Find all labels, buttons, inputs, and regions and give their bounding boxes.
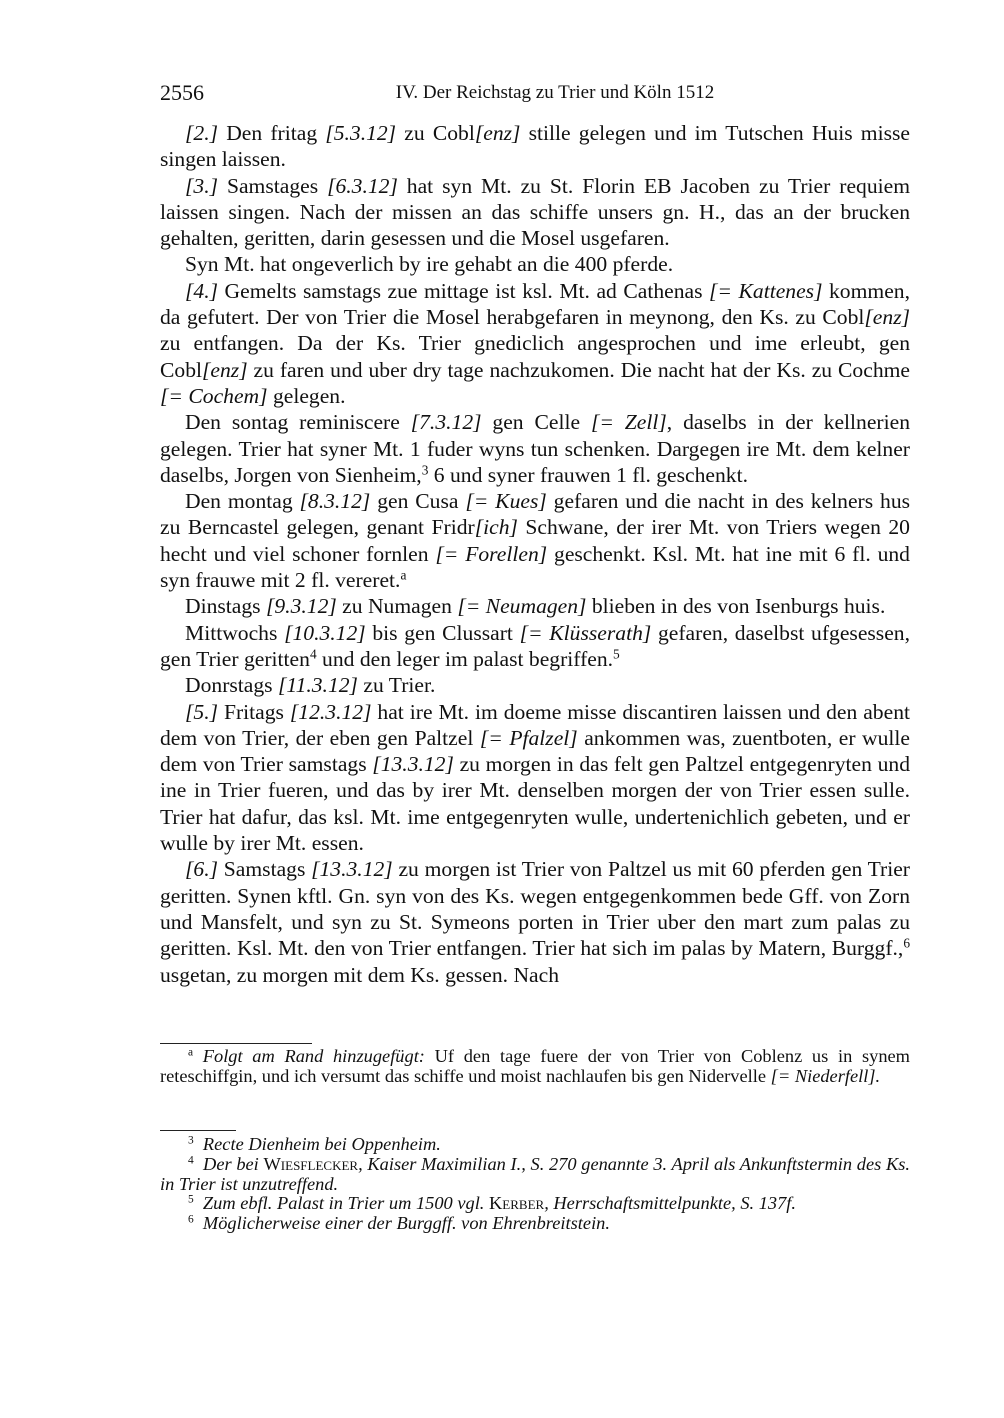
textnote-a xyxy=(160,1047,910,1087)
editorial-gloss: [= Pfalzel] xyxy=(479,725,578,750)
editorial-gloss: [= Kattenes] xyxy=(709,278,823,303)
text-run: zu morgen in das felt gen Paltzel entgegenryten und ine in Trier fueren, und das by irer Mt. denselben morgen der von Trier essen sulle. Trier hat dafur, das ksl. Mt. ime entgegenryten wulle, undertenichlich gebeten, und er wulle by irer Mt. essen. xyxy=(160,752,910,856)
footnote-3 xyxy=(160,1135,910,1155)
editorial-gloss: [= Kues] xyxy=(465,489,547,514)
footnote-5 xyxy=(160,1194,910,1214)
editorial-gloss: [= Cochem] xyxy=(160,383,268,408)
text-run: zu morgen ist Trier von Paltzel us mit 60 pferden gen Trier geritten. Synen kftl. Gn. syn von des Ks. wegen entgegenkommen bede Gff. von Zorn und Mansfelt, und syn zu St. Symeons porten in Trier uber den mart zum palas zu geritten. Ksl. Mt. den von Trier entfangen. Trier hat sich im palas by Matern, Burggf., xyxy=(160,857,910,961)
footnote-rule xyxy=(160,1130,236,1131)
text-run: hat ire Mt. im doeme misse discantiren laissen und den abent dem von Trier, der eben gen Paltzel xyxy=(160,699,910,750)
editorial-gloss: [= Neumagen] xyxy=(457,594,587,619)
running-title: IV. Der Reichstag zu Trier und Köln 1512 xyxy=(395,82,715,103)
date-annotation: [12.3.12] xyxy=(289,699,372,724)
paragraph-5 xyxy=(160,699,910,857)
text-run: Den montag xyxy=(185,489,300,514)
text-run: zu entfangen. Da der Ks. Trier gnediclich angesprochen und ime erleubt, gen Cobl xyxy=(160,331,910,382)
editorial-expansion: [enz] xyxy=(202,357,248,382)
text-run: zu Numagen xyxy=(336,594,458,619)
footnote-4 xyxy=(160,1155,910,1195)
footnote-ref[interactable]: 6 xyxy=(903,935,910,951)
text-run: Den sontag reminiscere xyxy=(185,410,411,435)
text-run: Schwane, der irer Mt. von Triers wegen 20 hecht und viel schoner fornlen xyxy=(160,515,910,566)
text-run: Samstages xyxy=(218,173,328,198)
editorial-expansion: [ich] xyxy=(474,515,518,540)
text-run: hat syn Mt. zu St. Florin EB Jacoben zu Trier requiem laissen singen. Nach der missen an das schiffe unsers gn. H., das an der brucken gehalten, geritten, darin gesessen und die Mosel usgefaren. xyxy=(160,173,910,251)
text-run: gen Celle xyxy=(481,410,591,435)
footnote-ref[interactable]: 3 xyxy=(421,462,429,478)
textnote-lead: Folgt am Rand hinzugefügt: xyxy=(202,1046,425,1066)
footnote-text: , Kaiser Maximilian I., S. 270 genannte 3. April als Ankunftstermin des Ks. in Trier ist unzutreffend. xyxy=(160,1153,910,1194)
text-run: 6 und syner frauwen 1 fl. geschenkt. xyxy=(428,462,749,487)
editorial-expansion: [enz] xyxy=(864,305,910,330)
editorial-gloss: [= Klüsserath] xyxy=(519,620,652,645)
section-marker: [4.] xyxy=(185,278,219,303)
text-run: zu Trier. xyxy=(357,673,436,698)
text-run: kommen, da gefutert. Der von Trier die Mosel herabgefaren in meynong, den Ks. zu Cobl xyxy=(160,278,910,330)
textnote-mark: a xyxy=(188,1046,194,1059)
paragraph-monday xyxy=(160,488,910,593)
footnote-number: 4 xyxy=(188,1154,194,1167)
text-run: , daselbs in der kellnerien gelegen. Trier hat syner Mt. 1 fuder wyns tun schenken. Dargegen ire Mt. dem kelner daselbs, Jorgen von Sienheim, xyxy=(160,410,911,487)
date-annotation: [11.3.12] xyxy=(277,673,358,698)
text-run: Mittwochs xyxy=(185,620,285,645)
date-annotation: [7.3.12] xyxy=(410,410,482,435)
date-annotation: [5.3.12] xyxy=(325,121,397,145)
section-marker: [6.] xyxy=(185,857,219,882)
author-name: Wiesflecker xyxy=(263,1153,359,1174)
date-annotation: [8.3.12] xyxy=(299,489,371,514)
text-run: Gemelts samstags zue mittage ist ksl. Mt. ad Cathenas xyxy=(218,278,710,303)
footnote-text: , Herrschaftsmittelpunkte, S. 137f. xyxy=(544,1193,797,1214)
footnotes xyxy=(160,1135,910,1234)
textnote-text: Uf den tage fuere der von Trier von Coblenz us in synem reteschiffgin, und ich versumt das schiffe und moist nachlaufen bis gen Nidervelle xyxy=(160,1046,910,1086)
text-run: Samstags xyxy=(218,857,312,882)
section-marker: [3.] xyxy=(185,173,219,198)
footnote-text: Zum ebfl. Palast in Trier um 1500 vgl. xyxy=(202,1193,489,1214)
text-run: gefaren und die nacht in des kelners hus zu Berncastel gelegen, genant Fridr xyxy=(160,489,911,540)
section-marker: [5.] xyxy=(185,699,219,724)
footnote-ref[interactable]: 4 xyxy=(309,646,317,662)
text-run: Fritags xyxy=(218,699,290,724)
page-header xyxy=(160,80,910,106)
text-run: gelegen. xyxy=(267,383,346,408)
textnotes xyxy=(160,1047,910,1087)
paragraph-3 xyxy=(160,173,910,252)
editorial-expansion: [enz] xyxy=(474,121,521,145)
date-annotation: [13.3.12] xyxy=(311,857,393,882)
text-run: Den fritag xyxy=(218,121,326,145)
editorial-gloss: [= Forellen] xyxy=(435,541,548,566)
footnote-number: 5 xyxy=(188,1194,194,1207)
date-annotation: [6.3.12] xyxy=(327,173,398,198)
paragraph-4 xyxy=(160,278,910,409)
paragraph-sunday xyxy=(160,409,910,488)
paragraph-horses xyxy=(160,251,910,277)
textnote-gloss: [= Niederfell]. xyxy=(770,1065,881,1086)
paragraph-thursday xyxy=(160,672,910,698)
footnote-text: Recte Dienheim bei Oppenheim. xyxy=(202,1134,441,1154)
text-run: bis gen Clussart xyxy=(365,620,520,645)
text-run: geschenkt. Ksl. Mt. hat ine mit 6 fl. und syn frauwe mit 2 fl. vereret. xyxy=(160,541,910,593)
text-run: zu Cobl xyxy=(396,121,475,145)
paragraph-tuesday xyxy=(160,593,910,619)
main-text xyxy=(160,120,910,988)
date-annotation: [9.3.12] xyxy=(265,594,337,619)
footnote-number: 3 xyxy=(188,1134,194,1147)
author-name: Kerber xyxy=(489,1193,545,1214)
text-run: blieben in des von Isenburgs huis. xyxy=(586,594,886,619)
footnote-text: Möglicherweise einer der Burggff. von Ehrenbreitstein. xyxy=(202,1213,610,1234)
text-run: Donrstags xyxy=(185,673,278,698)
text-run: und den leger im palast begriffen. xyxy=(316,646,614,671)
date-annotation: [10.3.12] xyxy=(284,620,366,645)
text-run: Syn Mt. hat ongeverlich by ire gehabt an die 400 pferde. xyxy=(185,252,674,277)
footnote-6 xyxy=(160,1214,910,1234)
text-run: gefaren, daselbst ufgesessen, gen Trier geritten xyxy=(160,620,910,671)
text-run: stille gelegen und im Tutschen Huis misse singen laissen. xyxy=(160,121,910,172)
date-annotation: [13.3.12] xyxy=(372,752,454,777)
footnote-number: 6 xyxy=(188,1213,194,1226)
paragraph-6 xyxy=(160,856,910,987)
paragraph-wednesday xyxy=(160,620,910,673)
footnote-ref[interactable]: 5 xyxy=(613,646,620,662)
text-run: usgetan, zu morgen mit dem Ks. gessen. Nach xyxy=(160,962,559,987)
section-marker: [2.] xyxy=(185,121,219,145)
text-run: Dinstags xyxy=(185,594,266,619)
text-run: gen Cusa xyxy=(370,489,466,514)
editorial-gloss: [= Zell] xyxy=(590,410,667,435)
textnote-rule xyxy=(160,1043,312,1044)
textnote-ref[interactable]: a xyxy=(400,567,407,583)
paragraph-2 xyxy=(160,120,910,173)
text-run: ankommen was, zuentboten, er wulle dem von Trier samstags xyxy=(160,725,910,777)
text-run: zu faren und uber dry tage nachzukomen. Die nacht hat der Ks. zu Cochme xyxy=(247,357,910,382)
footnote-text: Der bei xyxy=(203,1153,264,1174)
page-number: 2556 xyxy=(160,80,204,105)
